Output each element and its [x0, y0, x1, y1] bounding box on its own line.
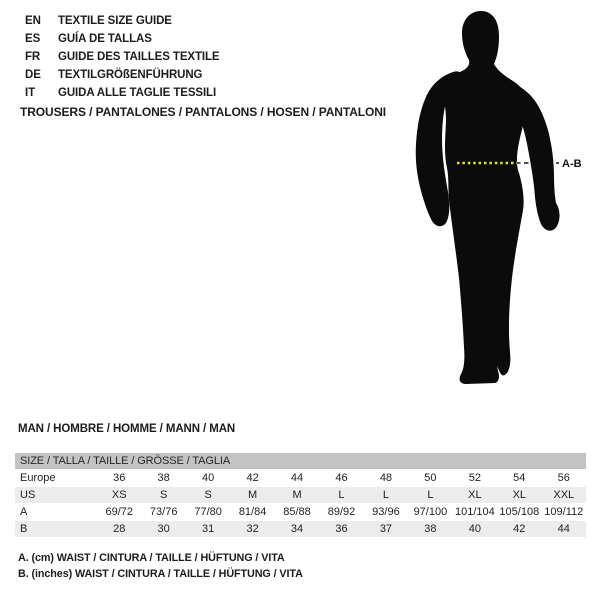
- size-cell: S: [160, 489, 168, 501]
- size-cell: M: [248, 489, 258, 501]
- language-label: TEXTILE SIZE GUIDE: [58, 15, 172, 27]
- size-cell: 50: [424, 472, 437, 484]
- size-cell: 89/92: [327, 506, 356, 518]
- size-cell: 73/76: [149, 506, 178, 518]
- size-cell: XL: [468, 489, 482, 501]
- row-label: B: [20, 523, 28, 535]
- footnotes: [18, 551, 303, 582]
- language-code: FR: [25, 51, 41, 63]
- size-cell: L: [427, 489, 434, 501]
- size-cell: 38: [424, 523, 437, 535]
- table-row-b-inches: [15, 520, 586, 537]
- size-cell: 44: [557, 523, 570, 535]
- table-row-europe: [15, 469, 586, 486]
- size-cell: 31: [202, 523, 215, 535]
- table-row-a-cm: [15, 503, 586, 520]
- row-label: Europe: [20, 472, 56, 484]
- man-silhouette: [440, 11, 527, 384]
- size-cell: 56: [557, 472, 570, 484]
- size-cell: XL: [512, 489, 527, 501]
- size-cell: 69/72: [105, 506, 133, 518]
- size-cell: 36: [113, 472, 126, 484]
- size-cell: L: [338, 489, 345, 501]
- size-cell: L: [382, 489, 389, 501]
- size-cell: 81/84: [238, 506, 267, 518]
- size-cell: 34: [290, 523, 304, 535]
- language-label: GUÍA DE TALLAS: [58, 33, 152, 45]
- size-cell: 109/112: [544, 506, 584, 518]
- footnote-b: B. (inches) WAIST / CINTURA / TAILLE / HÜFTUNG / VITA: [18, 567, 303, 580]
- size-cell: 30: [157, 523, 170, 535]
- size-cell: 44: [290, 472, 304, 484]
- size-table: [15, 453, 586, 537]
- size-cell: 46: [335, 472, 348, 484]
- size-cell: 54: [513, 472, 526, 484]
- size-cell: 85/88: [283, 506, 311, 518]
- language-label: TEXTILGRÖßENFÜHRUNG: [58, 69, 203, 81]
- size-cell: XXL: [553, 489, 575, 501]
- size-cell: 42: [513, 523, 526, 535]
- language-code: DE: [25, 69, 41, 81]
- language-label: GUIDE DES TAILLES TEXTILE: [58, 51, 220, 63]
- size-cell: 40: [468, 523, 481, 535]
- size-cell: S: [204, 489, 212, 501]
- size-cell: 32: [246, 523, 259, 535]
- size-cell: 105/108: [499, 506, 540, 518]
- size-cell: 101/104: [454, 506, 495, 518]
- size-cell: 40: [202, 472, 215, 484]
- row-label: US: [20, 489, 36, 501]
- size-cell: M: [292, 489, 302, 501]
- size-cell: 52: [468, 472, 481, 484]
- measure-label: A-B: [562, 158, 582, 170]
- size-cell: XS: [111, 489, 127, 501]
- language-label: GUIDA ALLE TAGLIE TESSILI: [58, 87, 217, 99]
- category-heading: TROUSERS / PANTALONES / PANTALONS / HOSEN / PANTALONI: [20, 105, 387, 119]
- footnote-a: A. (cm) WAIST / CINTURA / TAILLE / HÜFTUNG / VITA: [18, 552, 285, 564]
- language-code: IT: [25, 87, 36, 99]
- size-cell: 38: [157, 472, 170, 484]
- size-cell: 36: [335, 523, 348, 535]
- size-cell: 77/80: [194, 506, 222, 518]
- size-cell: 97/100: [413, 506, 448, 518]
- size-cell: 28: [113, 523, 126, 535]
- size-cell: 48: [379, 472, 393, 484]
- size-table-header: SIZE / TALLA / TAILLE / GRÖSSE / TAGLIA: [15, 453, 586, 469]
- row-label: A: [20, 506, 28, 518]
- language-code: EN: [25, 15, 41, 27]
- language-code: ES: [25, 33, 41, 45]
- table-row-us: [15, 486, 586, 503]
- size-cell: 37: [379, 523, 393, 535]
- size-cell: 42: [246, 472, 259, 484]
- section-heading: MAN / HOMBRE / HOMME / MANN / MAN: [18, 423, 236, 435]
- size-cell: 93/96: [372, 506, 400, 518]
